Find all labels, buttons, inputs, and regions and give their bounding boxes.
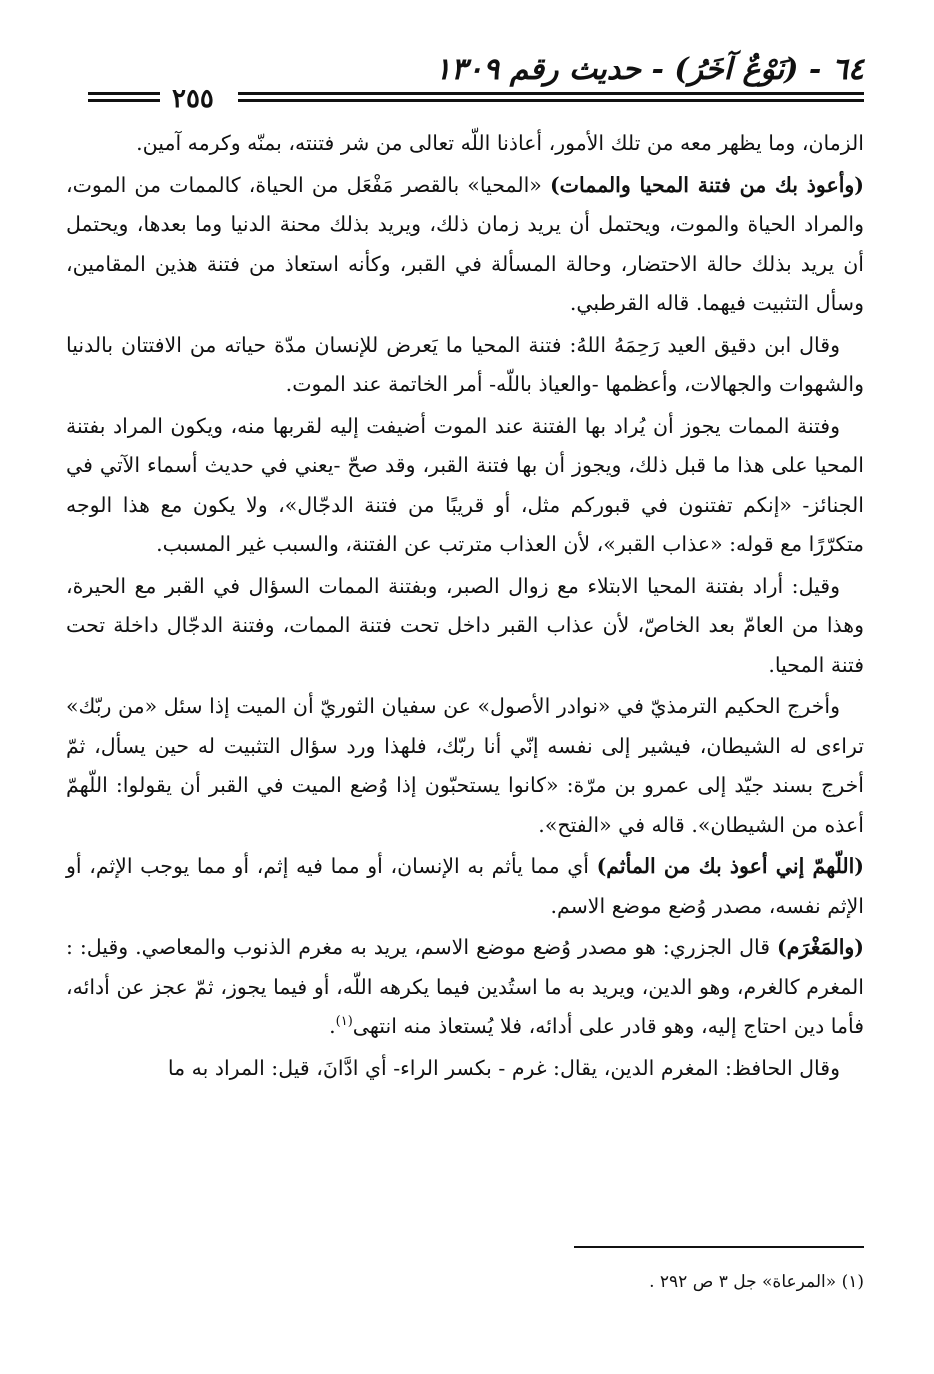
paragraph-text: قال الجزري: هو مصدر وُضع موضع الاسم، يريد به مغرم الذنوب والمعاصي. وقيل: : المغرم كالغرم، وهو الدين، ويريد به ما استُدين فيما يكرهه اللّه، أو فيما يجوز، ثمّ عجز عن أدائه، فأما دين احتاج إليه، وهو قادر على أدائه، فلا يُستعاذ منه انتهى	[66, 935, 864, 1038]
paragraph-text: وقال ابن دقيق العيد رَحِمَهُ اللهُ: فتنة المحيا ما يَعرض للإنسان مدّة حياته من الافتتان بالدنيا والشهوات والجهالات، وأعظمها -والعياذ باللّه- أمر الخاتمة عند الموت.	[66, 332, 864, 396]
header-rule	[88, 92, 160, 95]
running-title: ٦٤ - (نَوْعٌ آخَرُ) - حديث رقم ١٣٠٩	[434, 52, 864, 87]
body-text	[66, 124, 864, 1090]
paragraph-text: وقال الحافظ: المغرم الدين، يقال: غرم - بكسر الراء- أي ادَّانَ، قيل: المراد به ما	[167, 1055, 840, 1080]
paragraph-text: أي مما يأثم به الإنسان، أو مما فيه إثم، أو مما يوجب الإثم، أو الإثم نفسه، مصدر وُضع موضع الاسم.	[66, 854, 864, 918]
header-rule	[88, 99, 160, 102]
footnote-ref[interactable]: (١)	[335, 1014, 353, 1030]
paragraph	[66, 1049, 864, 1089]
paragraph	[66, 847, 864, 926]
page-number: ٢٥٥	[172, 84, 214, 114]
paragraph-tail: .	[329, 1014, 336, 1038]
page-header	[88, 52, 864, 112]
header-rule	[238, 92, 864, 95]
paragraph	[66, 326, 864, 405]
paragraph-text: وقيل: أراد بفتنة المحيا الابتلاء مع زوال الصبر، وبفتنة الممات السؤال في القبر مع الحيرة، وهذا من العامّ بعد الخاصّ، لأن عذاب القبر داخل تحت فتنة الممات، وفتنة الدجّال داخلة تحت فتنة المحيا.	[66, 573, 864, 677]
paragraph	[66, 567, 864, 686]
quoted-phrase: (وأعوذ بك من فتنة المحيا والممات)	[549, 172, 864, 197]
paragraph	[66, 687, 864, 845]
paragraph	[66, 928, 864, 1047]
quoted-phrase: (والمَغْرَم)	[777, 935, 864, 959]
paragraph-text: «المحيا» بالقصر مَفْعَل من الحياة، كالممات من الموت، والمراد الحياة والموت، ويحتمل أن يريد زمان ذلك، ويريد بذلك محنة الدنيا وما بعدها، ويحتمل أن يريد بذلك حالة الاحتضار، وحالة المسألة في القبر، وكأنه استعاذ من فتنة هذين المقامين، وسأل التثبيت فيهما. قاله القرطبي.	[66, 172, 864, 315]
paragraph-text: الزمان، وما يظهر معه من تلك الأمور، أعاذنا اللّه تعالى من شر فتنته، بمنّه وكرمه آمين.	[136, 131, 864, 155]
footnote: (١) «المرعاة» جل ٣ ص ٢٩٢ .	[649, 1272, 864, 1292]
paragraph-text: وفتنة الممات يجوز أن يُراد بها الفتنة عند الموت أضيفت إليه لقربها منه، ويكون المراد بفتنة المحيا على هذا ما قبل ذلك، ويجوز أن بها فتنة القبر، وقد صحّ -يعني في حديث أسماء الآتي في الجنائز- «إنكم تفتنون في قبوركم مثل، أو قريبًا من فتنة الدجّال»، ولا يكون مع هذا الوجه متكرّرًا مع قوله: «عذاب القبر»، لأن العذاب مترتب عن الفتنة، والسبب غير المسبب.	[66, 413, 864, 556]
header-rule	[238, 99, 864, 102]
paragraph	[66, 407, 864, 565]
paragraph	[66, 124, 864, 164]
quoted-phrase: (اللّهمّ إني أعوذ بك من المأثم)	[596, 854, 865, 878]
paragraph-text: وأخرج الحكيم الترمذيّ في «نوادر الأصول» عن سفيان الثوريّ أن الميت إذا سئل «من ربّك» تراءى له الشيطان، فيشير إلى نفسه إنّي أنا ربّك، فلهذا ورد سؤال التثبيت له حين يسأل، ثمّ أخرج بسند جيّد إلى عمرو بن مرّة: «كانوا يستحبّون إذا وُضع الميت في القبر أن يقولوا: اللّهمّ أعذه من الشيطان». قاله في «الفتح».	[66, 694, 864, 837]
paragraph	[66, 166, 864, 324]
footnote-divider	[574, 1246, 864, 1248]
